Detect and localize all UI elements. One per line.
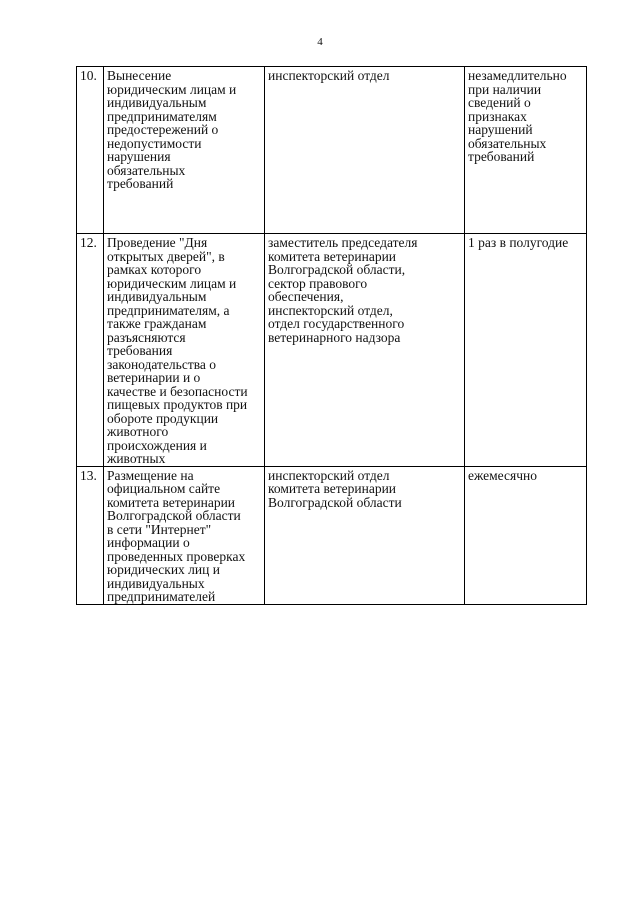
term-cell [465,466,587,604]
table-row [77,466,587,604]
responsible-cell [265,67,465,234]
page-number: 4 [317,36,323,48]
table-row [77,67,587,234]
event-text: Размещение на официальном сайте комитета ветеринарии Волгоградской области в сети "Интернет" информации о проведенных проверках юридических лиц и индивидуальных предпринимателей [107,467,246,604]
row-number: 12. [80,235,97,250]
term-cell [465,67,587,234]
responsible-text: инспекторский отдел комитета ветеринарии Волгоградской области [268,467,402,510]
responsible-text: инспекторский отдел [268,68,390,83]
event-cell [104,67,265,234]
event-text: Вынесение юридическим лицам и индивидуальным предпринимателям предостережений о недопустимости нарушения обязательных требований [107,68,237,191]
row-number: 10. [80,68,97,83]
table-row [77,234,587,467]
row-number: 13. [80,467,97,483]
responsible-cell [265,234,465,467]
term-text: ежемесячно [468,467,537,483]
row-number-cell [77,466,104,604]
responsible-text: заместитель председателя комитета ветеринарии Волгоградской области, сектор правового обеспечения, инспекторский отдел, отдел государственного ветеринарного надзора [268,235,418,345]
event-text: Проведение "Дня открытых дверей", в рамках которого юридическим лицам и индивидуальным предпринимателям, а также гражданам разъясняются требования законодательства о ветеринарии и о качестве и безопасности пищевых продуктов при обороте продукции животного происхождения и животных [107,235,248,466]
term-cell [465,234,587,467]
row-number-cell [77,234,104,467]
responsible-cell [265,466,465,604]
term-text: 1 раз в полугодие [468,235,569,250]
measures-table [76,66,587,605]
event-cell [104,234,265,467]
event-cell [104,466,265,604]
term-text: незамедлительно при наличии сведений о признаках нарушений обязательных требований [468,68,567,164]
row-number-cell [77,67,104,234]
